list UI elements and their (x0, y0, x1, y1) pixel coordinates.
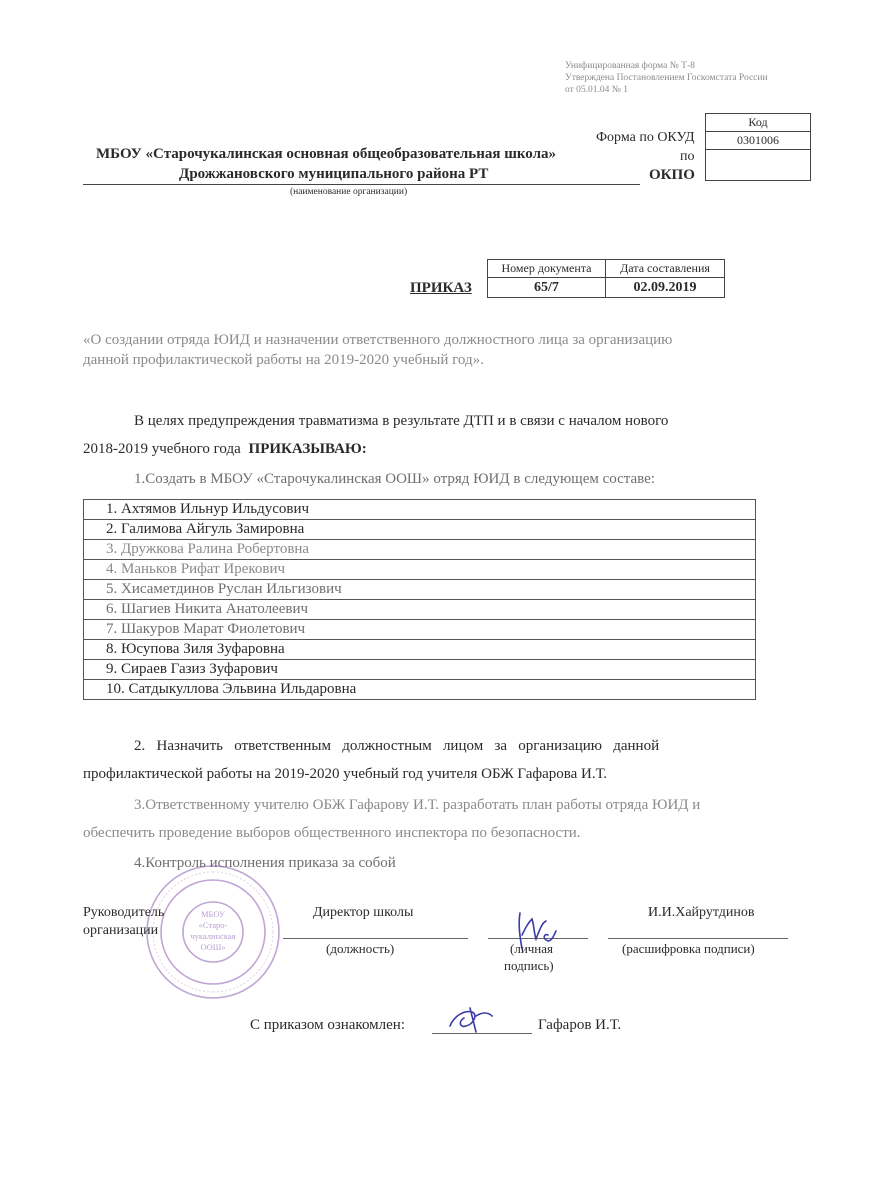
sign-caption-line1: (личная (510, 941, 554, 956)
member-row: 1. Ахтямов Ильнур Ильдусович (84, 500, 756, 520)
subject-line1: «О создании отряда ЮИД и назначении ответственного должностного лица за организацию (83, 332, 673, 348)
director-signature-icon (508, 905, 568, 955)
org-underline (83, 184, 640, 185)
item4: 4.Контроль исполнения приказа за собой (134, 855, 396, 871)
position-value: Директор школы (313, 905, 414, 920)
org-name-line2: Дрожжановского муниципального района РТ (179, 166, 489, 182)
acquainted-signature-icon (444, 1002, 496, 1036)
item3-line1: 3.Ответственному учителю ОБЖ Гафарову И.Т. разработать план работы отряда ЮИД и (134, 797, 701, 813)
org-caption: (наименование организации) (290, 187, 408, 197)
doc-info-table (487, 259, 725, 298)
unified-form-line1: Унифицированная форма № Т-8 (565, 61, 695, 71)
order-title: ПРИКАЗ (410, 280, 472, 296)
intro-line2: 2018-2019 учебного года (83, 441, 241, 457)
member-row: 3. Дружкова Ралина Робертовна (84, 540, 756, 560)
okpo-label: ОКПО (649, 167, 695, 183)
position-caption: (должность) (326, 941, 395, 956)
code-box (705, 113, 811, 181)
head-label-line1: Руководитель (83, 905, 165, 920)
acquainted-name: Гафаров И.Т. (538, 1017, 622, 1033)
school-stamp (143, 862, 283, 1002)
okpo-label-top: по (680, 149, 695, 164)
member-row: 2. Галимова Айгуль Замировна (84, 520, 756, 540)
stamp-center-line3: чукалинская (190, 931, 236, 941)
member-row: 10. Сатдыкуллова Эльвина Ильдаровна (84, 680, 756, 700)
item2-line2: профилактической работы на 2019-2020 учебный год учителя ОБЖ Гафарова И.Т. (83, 766, 608, 782)
org-name-line1: МБОУ «Старочукалинская основная общеобразовательная школа» (96, 146, 557, 162)
okud-value: 0301006 (706, 132, 810, 150)
sign-caption-line2: подпись) (504, 958, 554, 973)
stamp-center-line2: «Старо- (198, 920, 228, 930)
stamp-center-line4: ООШ» (200, 942, 226, 952)
doc-date: 02.09.2019 (606, 278, 725, 298)
okud-label: Форма по ОКУД (596, 130, 695, 145)
position-line (283, 938, 468, 939)
unified-form-line2: Утверждена Постановлением Госкомстата России (565, 73, 768, 83)
member-row: 6. Шагиев Никита Анатолеевич (84, 600, 756, 620)
signer-name: И.И.Хайрутдинов (648, 905, 755, 920)
date-label: Дата составления (606, 260, 725, 278)
member-row: 4. Маньков Рифат Ирекович (84, 560, 756, 580)
member-row: 5. Хисаметдинов Руслан Ильгизович (84, 580, 756, 600)
item1: 1.Создать в МБОУ «Старочукалинская ООШ» отряд ЮИД в следующем составе: (134, 471, 656, 487)
orders-word: ПРИКАЗЫВАЮ: (248, 441, 367, 457)
doc-number-label: Номер документа (488, 260, 606, 278)
name-line (608, 938, 788, 939)
unified-form-line3: от 05.01.04 № 1 (565, 85, 628, 95)
intro-line1: В целях предупреждения травматизма в результате ДТП и в связи с началом нового (134, 413, 669, 429)
item3-line2: обеспечить проведение выборов общественного инспектора по безопасности. (83, 825, 581, 841)
member-row: 8. Юсупова Зиля Зуфаровна (84, 640, 756, 660)
item2-line1: 2. Назначить ответственным должностным лицом за организацию данной (134, 738, 660, 754)
code-label: Код (706, 114, 810, 132)
member-row: 7. Шакуров Марат Фиолетович (84, 620, 756, 640)
members-table (83, 499, 756, 700)
doc-number: 65/7 (488, 278, 606, 298)
stamp-center-line1: МБОУ (200, 909, 226, 919)
subject-line2: данной профилактической работы на 2019-2020 учебный год». (83, 352, 484, 368)
head-label-line2: организации (83, 923, 159, 938)
name-caption: (расшифровка подписи) (622, 941, 755, 956)
okpo-value (706, 150, 810, 180)
acquainted-label: С приказом ознакомлен: (250, 1017, 406, 1033)
member-row: 9. Сираев Газиз Зуфарович (84, 660, 756, 680)
